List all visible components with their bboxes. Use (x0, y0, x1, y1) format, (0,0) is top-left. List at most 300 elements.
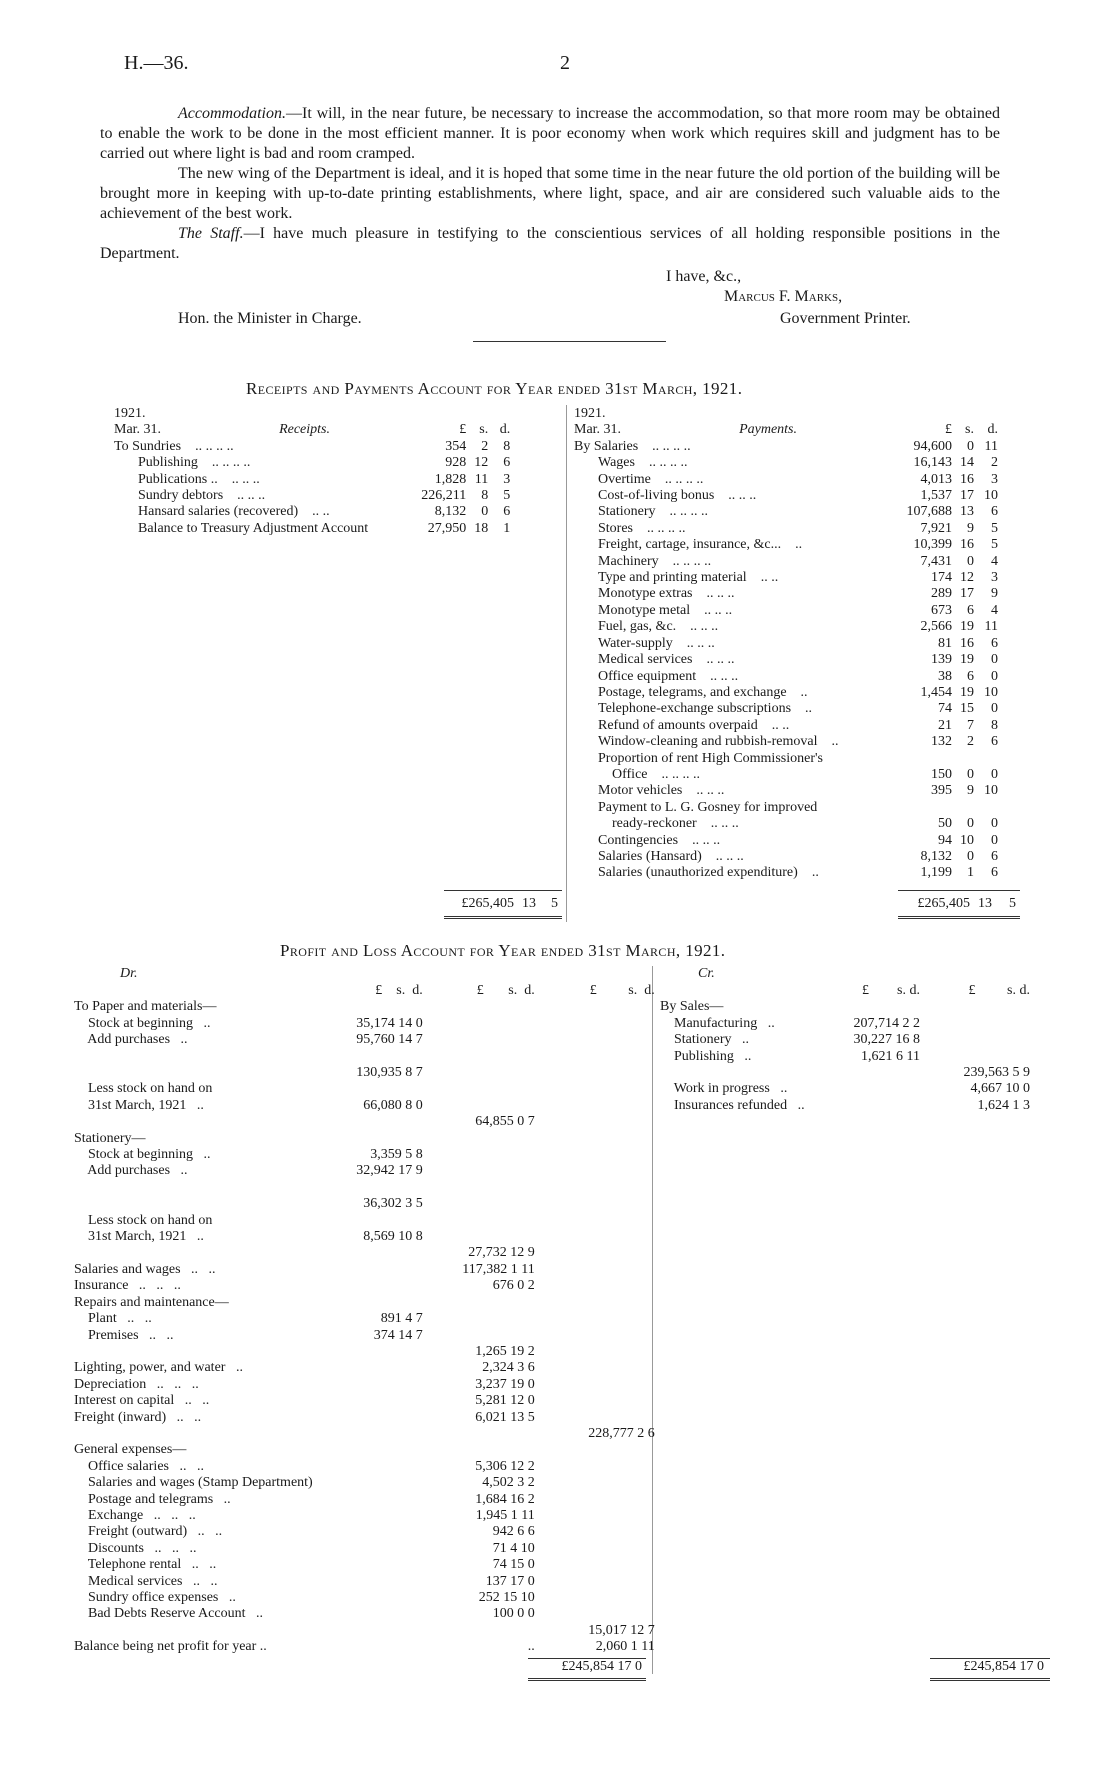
debit-table: £ s. d. £ s. d. £ s. d. To Paper and materials— Stock at beginning .. 35,174 14 0 Add purchases .. 95,760 14 7 130,935 8 7 Less stock on hand on 31st March, 1921 .. 66,080 8 0 64,855 0 7 Stationery— Stock at beginning .. 3,359 5 8 Add purchases .. 32,942 17 9 36,302 3 5 Less stock on hand on 31st March, 1921 .. 8,569 10 8 27,732 12 9 Salaries and wages .. .. 117,382 1 11 Insurance .. .. .. 676 0 2 Repairs and maintenance— Plant .. .. 891 4 7 Premises .. .. 374 14 7 1,265 19 2 Lighting, power, and water .. 2,324 3 6 Depreciation .. .. .. 3,237 19 0 Interest on capital .. .. 5,281 12 0 Freight (inward) .. .. 6,021 13 5 228,777 2 6 General expenses— Office salaries .. .. 5,306 12 2 Salaries and wages (Stamp Department) 4,502 3 2 Postage and telegrams .. 1,684 16 2 Exchange .. .. .. 1,945 1 11 Freight (outward) .. .. 942 6 6 Discounts .. .. .. 71 4 10 Telephone rental .. .. 74 15 0 Medical services .. .. 137 17 0 Sundry office expenses .. 252 15 10 Bad Debts Reserve Account .. 100 0 0 15,017 12 7 Balance being net profit for year .. .. 2,060 1 11 (74, 983, 655, 1655)
debit-label-cell: Exchange .. .. .. (74, 1507, 196, 1523)
receipt-pounds: 928 (445, 455, 467, 471)
receipt-row (114, 455, 510, 471)
debit-row (74, 1131, 655, 1147)
payment-shillings: 16 (960, 635, 974, 651)
payments-total-double-rule (898, 916, 1020, 919)
debit-amount-b (423, 999, 535, 1015)
payment-row (574, 636, 998, 652)
payment-row (574, 537, 998, 553)
debit-row (74, 1180, 655, 1196)
payment-pounds: 150 (931, 766, 952, 782)
receipt-row (114, 504, 510, 520)
debit-amount-b (423, 1229, 535, 1245)
payment-pounds: 2,566 (920, 619, 952, 635)
payment-label: Contingencies .. .. .. (598, 832, 721, 848)
debit-amount-c (535, 1114, 655, 1130)
payment-label: Water-supply .. .. .. (598, 635, 715, 651)
debit-amount-b (423, 1163, 535, 1179)
credit-label-cell: Manufacturing .. (660, 1015, 775, 1031)
payment-pounds: 94,600 (913, 438, 952, 454)
debit-amount-a: 374 14 7 (373, 1327, 423, 1343)
report-prose (100, 104, 1000, 264)
debit-label-cell: Telephone rental .. .. (74, 1557, 217, 1573)
debit-amount-b: 4,502 3 2 (482, 1475, 535, 1491)
debit-amount-a (313, 1245, 423, 1261)
debit-amount-b (423, 1147, 535, 1163)
payment-pounds: 1,199 (920, 865, 952, 881)
payment-label: Salaries (unauthorized expenditure) .. (598, 865, 819, 881)
debit-row (74, 1328, 655, 1344)
debit-amount-a (313, 1459, 423, 1475)
debit-amount-c (535, 1410, 655, 1426)
payments-table: 1921. Mar. 31. Payments. £ s. d. By Salaries .. .. .. .. 94,600 0 11 Wages .. .. .. .. 16,143 14 2 Overtime .. .. .. .. 4,013 16 3 Cost-of-living bonus .. .. .. 1,537 17 10 Stationery .. .. .. .. 107,688 13 6 Stores .. .. .. .. 7,921 9 5 Freight, cartage, insurance, &c... .. 10,399 16 5 Machinery .. .. .. .. 7,431 0 4 Type and printing material .. .. 174 12 3 Monotype extras .. .. .. 289 17 9 Monotype metal .. .. .. 673 6 4 Fuel, gas, &c. .. .. .. 2,566 19 11 Water-supply .. .. .. 81 16 6 Medical services .. .. .. 139 19 0 Office equipment .. .. .. 38 6 0 Postage, telegrams, and exchange .. 1,454 19 10 Telephone-exchange subscriptions .. 74 15 0 Refund of amounts overpaid .. .. 21 7 8 Window-cleaning and rubbish-removal .. 132 2 6 Proportion of rent High Commissioner's Office .. .. .. .. 150 0 0 Motor vehicles .. .. .. 395 9 10 Payment to L. G. Gosney for improved ready-reckoner .. .. .. 50 0 0 Contingencies .. .. .. 94 10 0 Salaries (Hansard) .. .. .. 8,132 0 6 Salaries (unauthorized expenditure) .. 1,199 1 6 (574, 406, 998, 881)
accommodation-paragraph: Accommodation.—It will, in the near future, be necessary to increase the accommodation, so that more room may be obtained to enable the work to be done in the most efficient manner. It is poor economy when work which requires skill and judgment has to be carried out where light is bad and room cramped. (100, 105, 1000, 162)
debit-amount-b: 3,237 19 0 (475, 1376, 535, 1392)
payment-shillings: 6 (967, 668, 974, 684)
payment-pence: 11 (984, 438, 998, 454)
receipts-table: 1921. Mar. 31. Receipts. £ s. d. To Sundries .. .. .. .. 354 2 8 Publishing .. .. .. .. 928 12 6 Publications .. .. .. .. 1,828 11 3 Sundry debtors .. .. .. 226,211 8 5 Hansard salaries (recovered) .. .. 8,132 0 6 Balance to Treasury Adjustment Account 27,950 18 1 (114, 406, 511, 536)
payment-pounds: 139 (931, 652, 952, 668)
credit-row (660, 1065, 1030, 1081)
debit-amount-a (313, 1442, 423, 1458)
credit-amount-a (810, 1098, 920, 1114)
credit-label-cell (660, 1065, 810, 1081)
debit-row (74, 1049, 655, 1065)
section-divider (473, 341, 666, 342)
debit-amount-a (313, 1623, 423, 1639)
receipt-label: Balance to Treasury Adjustment Account (138, 520, 369, 536)
debit-label-cell: 31st March, 1921 .. (74, 1097, 204, 1113)
payment-pounds: 395 (931, 783, 952, 799)
debit-amount-b: 1,265 19 2 (475, 1343, 535, 1359)
payment-shillings: 19 (960, 619, 974, 635)
debit-amount-a (313, 1114, 423, 1130)
payment-row (574, 701, 998, 717)
debit-amount-c (535, 1229, 655, 1245)
payment-pence: 6 (991, 865, 998, 881)
receipt-label: Sundry debtors .. .. .. (138, 488, 266, 504)
debit-amount-a (313, 1524, 423, 1540)
payment-pence: 3 (991, 471, 998, 487)
payment-shillings (952, 751, 974, 767)
debit-amount-c (535, 1524, 655, 1540)
receipt-pounds: 354 (445, 438, 467, 454)
payment-pence: 10 (984, 684, 998, 700)
credit-label-cell: Publishing .. (660, 1048, 752, 1064)
payment-row (574, 488, 998, 504)
debit-row (74, 1590, 655, 1606)
debit-amount-a (313, 1295, 423, 1311)
debit-row (74, 1245, 655, 1261)
payment-label: Office .. .. .. .. (598, 766, 700, 782)
debit-amount-c (535, 1131, 655, 1147)
debit-row (74, 1262, 655, 1278)
staff-paragraph: The Staff.—I have much pleasure in testifying to the conscientious services of all holding responsible positions in the Department. (100, 225, 1001, 262)
debit-amount-a (313, 1557, 423, 1573)
payment-row (574, 570, 998, 586)
debit-label-cell: Add purchases .. (74, 1163, 188, 1179)
payment-shillings: 17 (960, 488, 974, 504)
debit-amount-a: 95,760 14 7 (356, 1032, 423, 1048)
debit-amount-a: 35,174 14 0 (356, 1015, 423, 1031)
debit-row (74, 1410, 655, 1426)
debit-amount-c (535, 1098, 655, 1114)
payment-row (574, 472, 998, 488)
debit-amount-b (423, 1442, 535, 1458)
receipt-shillings: 2 (481, 438, 489, 454)
debit-label-cell: Premises .. .. (74, 1327, 174, 1343)
payment-pence: 0 (991, 766, 998, 782)
debit-amount-a (313, 1049, 423, 1065)
debit-amount-c (535, 1557, 655, 1573)
receipt-pounds: 226,211 (421, 488, 467, 504)
payment-label: Medical services .. .. .. (598, 652, 735, 668)
debit-amount-c (535, 1016, 655, 1032)
payment-pounds: 107,688 (906, 504, 952, 520)
debit-label-cell: Repairs and maintenance— (74, 1294, 229, 1310)
debit-amount-a (313, 1180, 423, 1196)
debit-row (74, 1344, 655, 1360)
debit-amount-b (423, 1311, 535, 1327)
debit-label-cell: Stock at beginning .. (74, 1015, 211, 1031)
credit-row (660, 1049, 1030, 1065)
debit-amount-c (535, 1245, 655, 1261)
receipts-total-rule (444, 890, 562, 891)
payment-label: Overtime .. .. .. .. (598, 471, 704, 487)
payment-pounds: 1,454 (920, 684, 952, 700)
debit-row (74, 1065, 655, 1081)
payment-pounds: 174 (931, 570, 952, 586)
new-wing-paragraph: The new wing of the Department is ideal, and it is hoped that some time in the near future the old portion of the building will be brought more in keeping with up-to-date printing establishments, where light, space, and air are considered such valuable aids to the achievement of the best work. (100, 165, 1000, 222)
payment-pounds (892, 751, 952, 767)
receipt-pence: 6 (503, 455, 511, 471)
credit-amount-b (920, 999, 1030, 1015)
payment-shillings (952, 800, 974, 816)
debit-amount-a (313, 1262, 423, 1278)
debit-row (74, 1459, 655, 1475)
debit-row (74, 1426, 655, 1442)
debit-row (74, 999, 655, 1015)
debit-amount-c (535, 1262, 655, 1278)
credit-table: £ s. d. £ s. d. By Sales— Manufacturing .. 207,714 2 2 Stationery .. 30,227 16 8 Publishing .. 1,621 6 11 239,563 5 9 Work in progress .. 4,667 10 0 Insurances refunded .. 1,624 1 3 (660, 983, 1030, 1113)
payment-shillings: 2 (967, 734, 974, 750)
payment-shillings: 6 (967, 602, 974, 618)
payment-pence: 9 (991, 586, 998, 602)
debit-amount-c (535, 1606, 655, 1622)
debit-label-cell (74, 1344, 313, 1360)
debit-row (74, 1295, 655, 1311)
credit-label-cell: Work in progress .. (660, 1081, 788, 1097)
page-number: 2 (560, 52, 570, 74)
debit-total: £245,854 17 0 (561, 1659, 642, 1674)
debit-amount-c (535, 1278, 655, 1294)
credit-amount-b (920, 1049, 1030, 1065)
debit-row (74, 1081, 655, 1097)
debit-row (74, 1016, 655, 1032)
payment-pence: 6 (991, 635, 998, 651)
receipt-shillings: 11 (474, 471, 489, 487)
payment-row (574, 521, 998, 537)
debit-amount-c (535, 1442, 655, 1458)
debit-label-cell: Less stock on hand on (74, 1212, 213, 1228)
debit-amount-b (423, 1196, 535, 1212)
debit-row (74, 1278, 655, 1294)
credit-total: £245,854 17 0 (963, 1659, 1044, 1674)
debit-amount-c (535, 1328, 655, 1344)
debit-amount-c (535, 1459, 655, 1475)
debit-amount-a (313, 1410, 423, 1426)
debit-row (74, 1639, 655, 1655)
payment-row (574, 439, 998, 455)
debit-amount-c (535, 1032, 655, 1048)
payment-shillings: 16 (960, 537, 974, 553)
payment-pounds: 7,431 (920, 553, 952, 569)
addressee: Hon. the Minister in Charge. (178, 310, 362, 327)
debit-row (74, 1557, 655, 1573)
debit-label-cell: Freight (outward) .. .. (74, 1524, 223, 1540)
debit-amount-b (423, 1328, 535, 1344)
debit-amount-c (535, 1360, 655, 1376)
payment-row (574, 734, 998, 750)
debit-amount-b: 117,382 1 11 (462, 1261, 535, 1277)
payment-shillings: 0 (967, 848, 974, 864)
debit-amount-c (535, 1574, 655, 1590)
debit-amount-a (313, 1475, 423, 1491)
debit-label-cell: Depreciation .. .. .. (74, 1376, 199, 1392)
debit-amount-b: 5,281 12 0 (475, 1393, 535, 1409)
debit-amount-b (423, 1295, 535, 1311)
debit-label-cell: Salaries and wages (Stamp Department) (74, 1475, 313, 1491)
debit-label-cell (74, 1196, 313, 1212)
debit-amount-c (535, 1081, 655, 1097)
payment-pounds: 38 (938, 668, 952, 684)
payment-label: By Salaries .. .. .. .. (574, 438, 691, 454)
debit-amount-a: 66,080 8 0 (363, 1097, 423, 1113)
debit-label-cell: Freight (inward) .. .. (74, 1409, 202, 1425)
debit-amount-b (423, 1213, 535, 1229)
payment-label: Machinery .. .. .. .. (598, 553, 712, 569)
payment-shillings: 0 (967, 553, 974, 569)
debit-label-cell (74, 1623, 313, 1639)
receipt-shillings: 18 (474, 520, 489, 536)
payment-shillings: 9 (967, 520, 974, 536)
receipt-shillings: 0 (481, 504, 489, 520)
payment-pounds: 8,132 (920, 848, 952, 864)
debit-label-cell (74, 1065, 313, 1081)
debit-amount-c (535, 1311, 655, 1327)
debit-row (74, 1574, 655, 1590)
payment-pence: 0 (991, 816, 998, 832)
payment-shillings: 15 (960, 701, 974, 717)
debit-amount-c (535, 1163, 655, 1179)
debit-label-cell: Add purchases .. (74, 1032, 188, 1048)
debit-amount-b (423, 1016, 535, 1032)
debit-row (74, 1541, 655, 1557)
receipt-shillings: 12 (474, 455, 489, 471)
payment-label: Salaries (Hansard) .. .. .. (598, 848, 744, 864)
payment-label: Freight, cartage, insurance, &c... .. (598, 537, 803, 553)
debit-amount-a: 3,359 5 8 (370, 1147, 423, 1163)
debit-amount-b: 64,855 0 7 (475, 1114, 535, 1130)
payment-pence: 0 (991, 701, 998, 717)
debit-amount-c (535, 1377, 655, 1393)
debit-label-cell: Postage and telegrams .. (74, 1491, 231, 1507)
payment-row (574, 619, 998, 635)
receipt-shillings: 8 (481, 488, 489, 504)
payment-row (574, 504, 998, 520)
debit-amount-a (313, 1541, 423, 1557)
debit-amount-b: 1,684 16 2 (475, 1491, 535, 1507)
debit-amount-a (313, 1360, 423, 1376)
receipts-total-double-rule (444, 916, 562, 919)
debit-amount-b: 137 17 0 (485, 1573, 535, 1589)
payment-shillings: 14 (960, 455, 974, 471)
receipt-row (114, 521, 510, 537)
payment-pounds: 10,399 (913, 537, 952, 553)
receipt-pence: 1 (503, 520, 511, 536)
credit-label: Cr. (698, 966, 715, 981)
document-reference: H.—36. (124, 52, 189, 74)
payment-row (574, 554, 998, 570)
payment-label: Postage, telegrams, and exchange .. (598, 684, 808, 700)
payment-label: Stores .. .. .. .. (598, 520, 686, 536)
payment-row (574, 865, 998, 881)
debit-amount-a (313, 1426, 423, 1442)
payment-label: Motor vehicles .. .. .. (598, 783, 725, 799)
debit-amount-c (535, 999, 655, 1015)
payment-label: Fuel, gas, &c. .. .. .. (598, 619, 719, 635)
debit-amount-a (313, 1590, 423, 1606)
debit-amount-b: 2,324 3 6 (482, 1360, 535, 1376)
credit-amount-b (920, 1016, 1030, 1032)
debit-amount-b (423, 1180, 535, 1196)
debit-label-cell (74, 1114, 313, 1130)
receipt-label: Hansard salaries (recovered) .. .. (138, 504, 330, 520)
receipt-label: Publishing .. .. .. .. (138, 455, 251, 471)
payment-shillings: 17 (960, 586, 974, 602)
payment-label: Type and printing material .. .. (598, 570, 779, 586)
debit-label-cell: Lighting, power, and water .. (74, 1360, 243, 1376)
debit-amount-c: 228,777 2 6 (588, 1425, 655, 1441)
payment-label: Monotype extras .. .. .. (598, 586, 735, 602)
payment-pence: 4 (991, 553, 998, 569)
debit-amount-c (535, 1065, 655, 1081)
receipt-label: Publications .. .. .. .. (138, 471, 260, 487)
payment-pence: 5 (991, 537, 998, 553)
payment-pence: 2 (991, 455, 998, 471)
payment-pence: 11 (984, 619, 998, 635)
receipt-row (114, 472, 510, 488)
payment-row (574, 718, 998, 734)
debit-label-cell: Office salaries .. .. (74, 1458, 204, 1474)
payment-shillings: 0 (967, 816, 974, 832)
debit-label-cell: Medical services .. .. (74, 1573, 218, 1589)
credit-row (660, 1032, 1030, 1048)
payment-pence: 10 (984, 488, 998, 504)
receipt-pounds: 1,828 (434, 471, 467, 487)
debit-amount-b: 6,021 13 5 (475, 1409, 535, 1425)
debit-label-cell: Sundry office expenses .. (74, 1590, 236, 1605)
payment-shillings: 0 (967, 766, 974, 782)
debit-row (74, 1508, 655, 1524)
payment-row (574, 849, 998, 865)
credit-row (660, 1016, 1030, 1032)
payment-pounds: 289 (931, 586, 952, 602)
debit-amount-b: 71 4 10 (492, 1540, 535, 1556)
payment-pence: 6 (991, 734, 998, 750)
debit-row (74, 1524, 655, 1540)
debit-amount-b: 252 15 10 (478, 1590, 535, 1605)
payment-pounds: 7,921 (920, 520, 952, 536)
payment-pence: 6 (991, 504, 998, 520)
payment-pounds: 16,143 (913, 455, 952, 471)
debit-row (74, 1114, 655, 1130)
debit-amount-c (535, 1475, 655, 1491)
credit-row (660, 1098, 1030, 1114)
debit-amount-a (313, 999, 423, 1015)
debit-row (74, 1163, 655, 1179)
payment-pounds: 673 (931, 602, 952, 618)
debit-row (74, 1606, 655, 1622)
debit-amount-b (423, 1131, 535, 1147)
payment-pence: 6 (991, 848, 998, 864)
payment-pence: 8 (991, 717, 998, 733)
payment-row (574, 685, 998, 701)
debit-label-cell (74, 1245, 313, 1261)
debit-amount-c (535, 1508, 655, 1524)
debit-amount-a (313, 1377, 423, 1393)
payment-pounds: 50 (938, 816, 952, 832)
debit-amount-c (535, 1196, 655, 1212)
debit-amount-b: 676 0 2 (492, 1278, 535, 1294)
payment-label: Cost-of-living bonus .. .. .. (598, 488, 757, 504)
payment-pence: 10 (984, 783, 998, 799)
debit-amount-a (313, 1393, 423, 1409)
profit-loss-title: Profit and Loss Account for Year ended 31st March, 1921. (280, 941, 726, 960)
debit-amount-a (313, 1131, 423, 1147)
accommodation-heading: Accommodation. (178, 105, 286, 122)
payment-row (574, 783, 998, 799)
debit-amount-c (535, 1492, 655, 1508)
debit-amount-a (313, 1492, 423, 1508)
debit-label-cell: To Paper and materials— (74, 999, 217, 1015)
payment-row (574, 751, 998, 767)
payment-pounds: 21 (938, 717, 952, 733)
credit-amount-a (810, 1081, 920, 1097)
debit-label-cell (74, 1426, 313, 1442)
payment-row (574, 833, 998, 849)
payment-shillings: 19 (960, 684, 974, 700)
payment-pounds: 132 (931, 734, 952, 750)
payment-shillings: 10 (960, 832, 974, 848)
signatory-name: Marcus F. Marks, (724, 288, 843, 305)
debit-amount-c (535, 1344, 655, 1360)
payment-pounds: 4,013 (920, 471, 952, 487)
debit-amount-c (535, 1590, 655, 1606)
debit-amount-b (423, 1623, 535, 1639)
debit-label-cell: Balance being net profit for year .. (74, 1639, 267, 1655)
debit-amount-a: 8,569 10 8 (363, 1229, 423, 1245)
debit-amount-a (313, 1081, 423, 1097)
credit-amount-a: 207,714 2 2 (853, 1015, 920, 1031)
receipt-pence: 3 (503, 471, 511, 487)
debit-amount-a: 891 4 7 (380, 1311, 423, 1327)
payment-label: Stationery .. .. .. .. (598, 504, 709, 520)
payment-label: ready-reckoner .. .. .. (598, 816, 739, 832)
debit-row (74, 1098, 655, 1114)
staff-heading: The Staff. (178, 225, 244, 242)
payment-label: Monotype metal .. .. .. (598, 602, 733, 618)
